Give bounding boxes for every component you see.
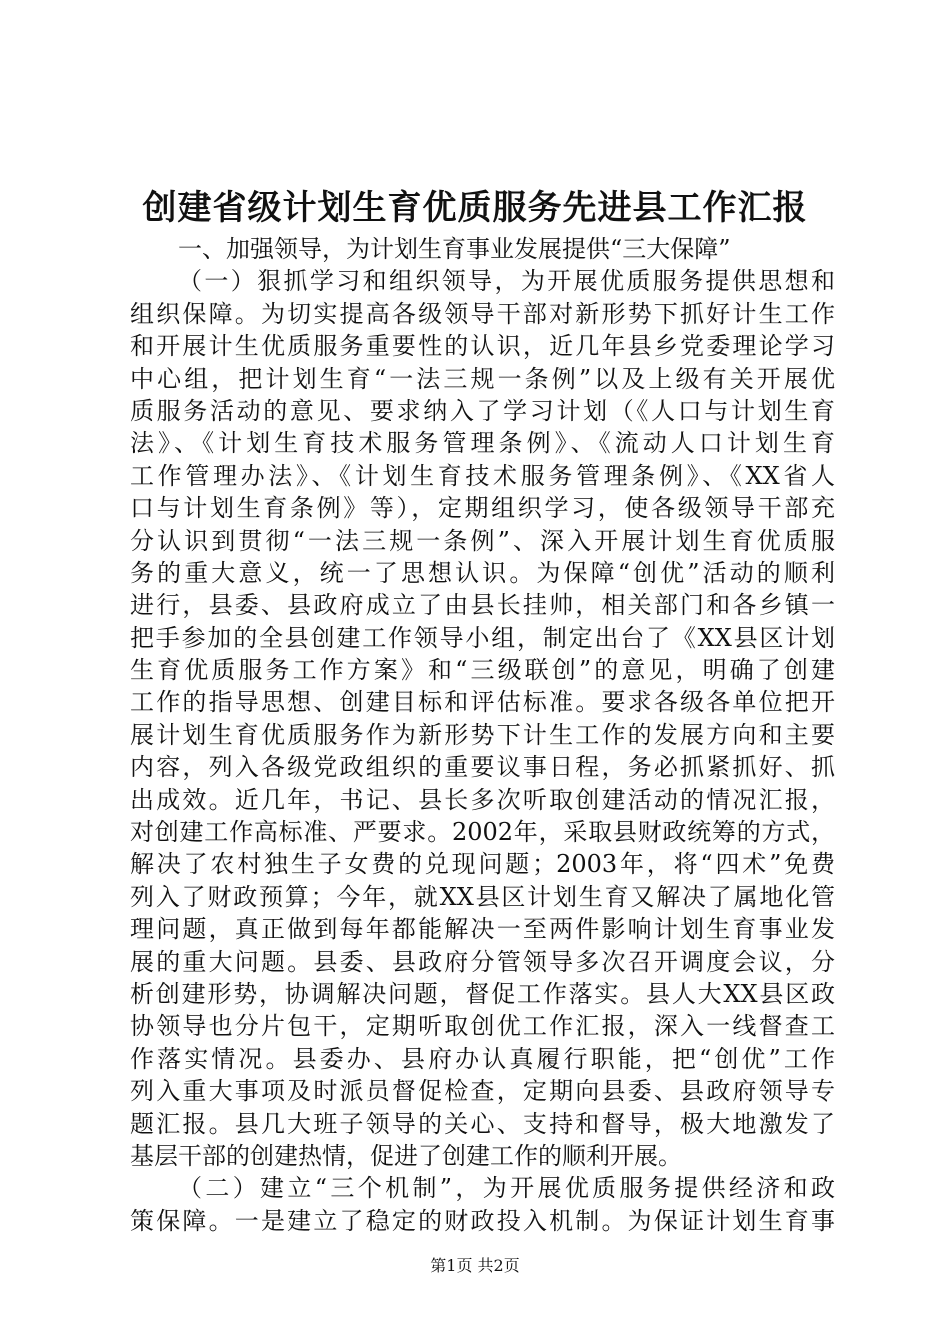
body-line: 把手参加的全县创建工作领导小组，制定出台了《XX县区计划	[130, 623, 835, 652]
body-line: 法》、《计划生育技术服务管理条例》、《流动人口计划生育	[130, 429, 835, 458]
body-line: 质服务活动的意见、要求纳入了学习计划（《人口与计划生育	[130, 396, 835, 425]
page-number-footer: 第1页 共2页	[430, 1256, 520, 1275]
body-line: 和开展计生优质服务重要性的认识，近几年县乡党委理论学习	[130, 332, 835, 361]
body-line: 内容，列入各级党政组织的重要议事日程，务必抓紧抓好、抓	[130, 753, 835, 782]
body-line: 解决了农村独生子女费的兑现问题；2003年，将“四术”免费	[130, 850, 835, 879]
document-body	[130, 233, 835, 1237]
body-line: 析创建形势，协调解决问题，督促工作落实。县人大XX县区政	[130, 979, 835, 1008]
body-line: 对创建工作高标准、严要求。2002年，采取县财政统筹的方式，	[130, 818, 835, 847]
body-line: 作落实情况。县委办、县府办认真履行职能，把“创优”工作	[130, 1044, 835, 1073]
body-line: 中心组，把计划生育“一法三规一条例”以及上级有关开展优	[130, 364, 835, 393]
body-line: 展计划生育优质服务作为新形势下计生工作的发展方向和主要	[130, 720, 835, 749]
section-heading: 一、加强领导，为计划生育事业发展提供“三大保障”	[178, 235, 731, 263]
body-line: 工作管理办法》、《计划生育技术服务管理条例》、《XX省人	[130, 461, 835, 490]
body-line: 分认识到贯彻“一法三规一条例”、深入开展计划生育优质服	[130, 526, 835, 555]
body-line: 理问题，真正做到每年都能解决一至两件影响计划生育事业发	[130, 915, 835, 944]
body-line: 策保障。一是建立了稳定的财政投入机制。为保证计划生育事	[130, 1206, 835, 1235]
body-line: 生育优质服务工作方案》和“三级联创”的意见，明确了创建	[130, 656, 835, 685]
body-line: 基层干部的创建热情，促进了创建工作的顺利开展。	[130, 1141, 682, 1170]
body-line: 列入重大事项及时派员督促检查，定期向县委、县政府领导专	[130, 1077, 835, 1106]
body-line: 务的重大意义，统一了思想认识。为保障“创优”活动的顺利	[130, 558, 835, 587]
body-line: （一）狠抓学习和组织领导，为开展优质服务提供思想和	[178, 267, 835, 296]
body-line: 口与计划生育条例》等），定期组织学习，使各级领导干部充	[130, 494, 835, 523]
body-line: 组织保障。为切实提高各级领导干部对新形势下抓好计生工作	[130, 299, 835, 328]
body-line: 协领导也分片包干，定期听取创优工作汇报，深入一线督查工	[130, 1012, 835, 1041]
body-line: 工作的指导思想、创建目标和评估标准。要求各级各单位把开	[130, 688, 835, 717]
body-line: （二）建立“三个机制”，为开展优质服务提供经济和政	[178, 1174, 835, 1203]
body-line: 展的重大问题。县委、县政府分管领导多次召开调度会议，分	[130, 947, 835, 976]
document-title: 创建省级计划生育优质服务先进县工作汇报	[142, 188, 808, 228]
body-line: 题汇报。县几大班子领导的关心、支持和督导，极大地激发了	[130, 1109, 835, 1138]
body-line: 进行，县委、县政府成立了由县长挂帅，相关部门和各乡镇一	[130, 591, 835, 620]
body-line: 出成效。近几年，书记、县长多次听取创建活动的情况汇报，	[130, 785, 835, 814]
body-line: 列入了财政预算；今年，就XX县区计划生育又解决了属地化管	[130, 882, 835, 911]
